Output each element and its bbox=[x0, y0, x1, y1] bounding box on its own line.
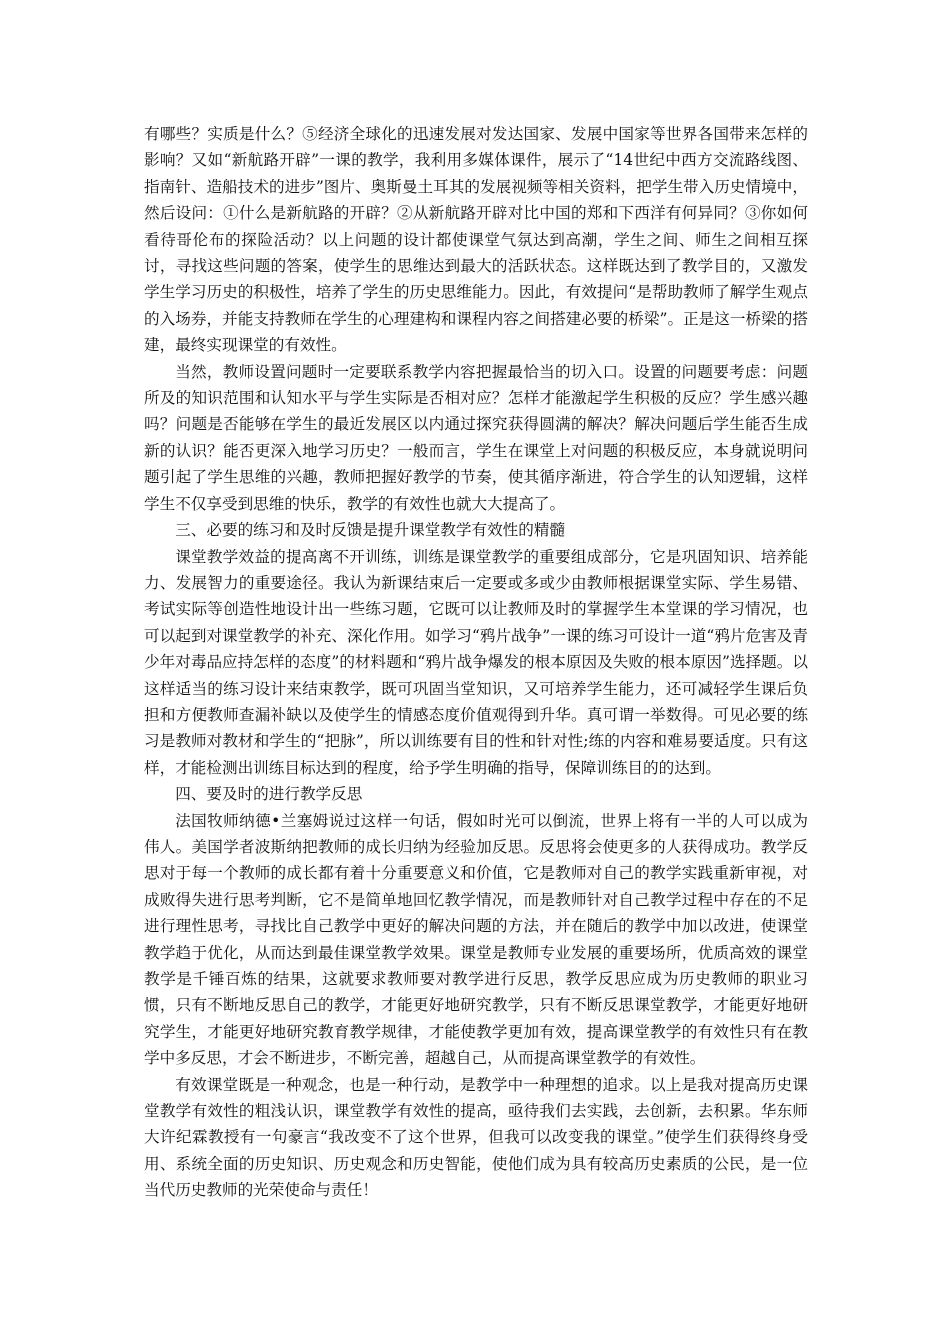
paragraph-question-design: 当然，教师设置问题时一定要联系教学内容把握最恰当的切入口。设置的问题要考虑：问题所及的知识范围和认知水平与学生实际是否相对应？怎样才能激起学生积极的反应？学生感兴趣吗？问题是否能够在学生的最近发展区以内通过探究获得圆满的解决？解决问题后学生能否生成新的认识？能否更深入地学习历史？一般而言，学生在课堂上对问题的积极反应，本身就说明问题引起了学生思维的兴趣，教师把握好教学的节奏，使其循序渐进，符合学生的认知逻辑，这样学生不仅享受到思维的快乐，教学的有效性也就大大提高了。 bbox=[144, 362, 808, 513]
section-heading-4: 四、要及时的进行教学反思 bbox=[175, 785, 363, 804]
paragraph-continued: 有哪些？实质是什么？⑤经济全球化的迅速发展对发达国家、发展中国家等世界各国带来怎样的影响？又如“新航路开辟”一课的教学，我利用多媒体课件，展示了“14世纪中西方交流路线图、指南针、造船技术的进步”图片、奥斯曼土耳其的发展视频等相关资料，把学生带入历史情境中，然后设问：①什么是新航路的开辟？②从新航路开辟对比中国的郑和下西洋有何异同？③你如何看待哥伦布的探险活动？以上问题的设计都使课堂气氛达到高潮，学生之间、师生之间相互探讨，寻找这些问题的答案，使学生的思维达到最大的活跃状态。这样既达到了教学目的，又激发学生学习历史的积极性，培养了学生的历史思维能力。因此，有效提问“是帮助教师了解学生观点的入场券，并能支持教师在学生的心理建构和课程内容之间搭建必要的桥梁”。正是这一桥梁的搭建，最终实现课堂的有效性。 bbox=[144, 125, 808, 355]
document-page bbox=[144, 121, 808, 1204]
section-heading-3: 三、必要的练习和及时反馈是提升课堂教学有效性的精髓 bbox=[175, 521, 566, 540]
paragraph-reflection: 法国牧师纳德•兰塞姆说过这样一句话，假如时光可以倒流，世界上将有一半的人可以成为伟人。美国学者波斯纳把教师的成长归纳为经验加反思。反思将会使更多的人获得成功。教学反思对于每一个教师的成长都有着十分重要意义和价值，它是教师对自己的教学实践重新审视，对成败得失进行思考判断，它不是简单地回忆教学情况，而是教师针对自己教学过程中存在的不足进行理性思考，寻找比自己教学中更好的解决问题的方法，并在随后的教学中加以改进，使课堂教学趋于优化，从而达到最佳课堂教学效果。课堂是教师专业发展的重要场所，优质高效的课堂教学是千锤百炼的结果，这就要求教师要对教学进行反思，教学反思应成为历史教师的职业习惯，只有不断地反思自己的教学，才能更好地研究教学，只有不断反思课堂教学，才能更好地研究学生，才能更好地研究教育教学规律，才能使教学更加有效，提高课堂教学的有效性只有在教学中多反思，才会不断进步，不断完善，超越自己，从而提高课堂教学的有效性。 bbox=[144, 811, 808, 1068]
paragraph-practice: 课堂教学效益的提高离不开训练，训练是课堂教学的重要组成部分，它是巩固知识、培养能力、发展智力的重要途径。我认为新课结束后一定要或多或少由教师根据课堂实际、学生易错、考试实际等创造性地设计出一些练习题，它既可以让教师及时的掌握学生本堂课的学习情况，也可以起到对课堂教学的补充、深化作用。如学习“鸦片战争”一课的练习可设计一道“鸦片危害及青少年对毒品应持怎样的态度”的材料题和“鸦片战争爆发的根本原因及失败的根本原因”选择题。以这样适当的练习设计来结束教学，既可巩固当堂知识，又可培养学生能力，还可减轻学生课后负担和方便教师查漏补缺以及使学生的情感态度价值观得到升华。真可谓一举数得。可见必要的练习是教师对教材和学生的“把脉”，所以训练要有目的性和针对性;练的内容和难易要适度。只有这样，才能检测出训练目标达到的程度，给予学生明确的指导，保障训练目的的达到。 bbox=[144, 547, 808, 777]
paragraph-conclusion: 有效课堂既是一种观念，也是一种行动，是教学中一种理想的追求。以上是我对提高历史课堂教学有效性的粗浅认识，课堂教学有效性的提高，亟待我们去实践，去创新，去积累。华东师大许纪霖教授有一句豪言“我改变不了这个世界，但我可以改变我的课堂。”使学生们获得终身受用、系统全面的历史知识、历史观念和历史智能，使他们成为具有较高历史素质的公民，是一位当代历史教师的光荣使命与责任！ bbox=[144, 1075, 808, 1200]
